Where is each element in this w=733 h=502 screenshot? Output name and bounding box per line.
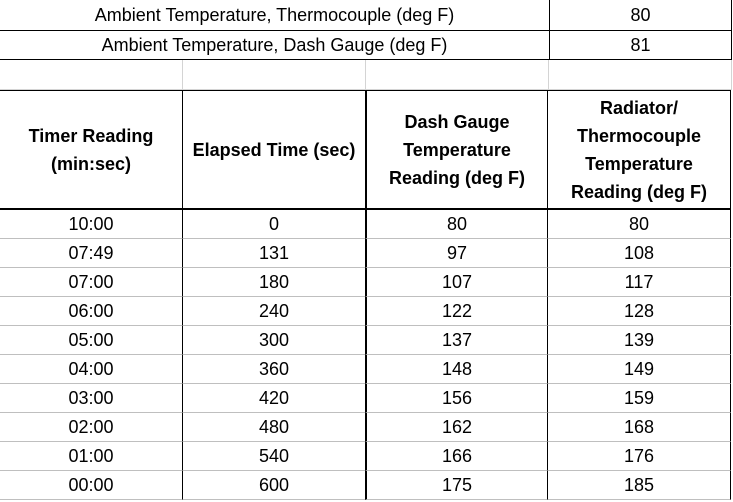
- header-timer-reading: Timer Reading (min:sec): [0, 90, 183, 210]
- ambient-row: [0, 31, 732, 60]
- table-row: [0, 326, 731, 355]
- empty-cell: [0, 60, 183, 90]
- dash-gauge-temp-cell: 166: [365, 442, 548, 471]
- elapsed-time-cell: 540: [183, 442, 366, 471]
- timer-reading-cell: 01:00: [0, 442, 183, 471]
- header-radiator-thermocouple-temp: Radiator/ Thermocouple Temperature Reading (deg F): [548, 90, 731, 210]
- empty-cell: [183, 60, 366, 90]
- radiator-temp-cell: 128: [548, 297, 731, 326]
- table-row: [0, 471, 731, 500]
- elapsed-time-cell: 300: [183, 326, 366, 355]
- dash-gauge-temp-cell: 175: [365, 471, 548, 500]
- spacer-row: [0, 60, 732, 90]
- timer-reading-cell: 04:00: [0, 355, 183, 384]
- table-row: [0, 239, 731, 268]
- radiator-temp-cell: 159: [548, 384, 731, 413]
- empty-cell: [549, 60, 732, 90]
- timer-reading-cell: 07:00: [0, 268, 183, 297]
- empty-cell: [366, 60, 549, 90]
- dash-gauge-temp-cell: 97: [365, 239, 548, 268]
- table-header-row: [0, 90, 731, 210]
- table-row: [0, 355, 731, 384]
- elapsed-time-cell: 480: [183, 413, 366, 442]
- radiator-temp-cell: 117: [548, 268, 731, 297]
- ambient-thermocouple-value: 80: [550, 0, 732, 31]
- radiator-temp-cell: 139: [548, 326, 731, 355]
- ambient-dash-gauge-label: Ambient Temperature, Dash Gauge (deg F): [0, 31, 550, 60]
- ambient-thermocouple-label: Ambient Temperature, Thermocouple (deg F): [0, 0, 550, 31]
- dash-gauge-temp-cell: 156: [365, 384, 548, 413]
- table-row: [0, 210, 731, 239]
- timer-reading-cell: 10:00: [0, 210, 183, 239]
- table-row: [0, 268, 731, 297]
- radiator-temp-cell: 176: [548, 442, 731, 471]
- timer-reading-cell: 05:00: [0, 326, 183, 355]
- radiator-temp-cell: 108: [548, 239, 731, 268]
- elapsed-time-cell: 0: [183, 210, 366, 239]
- radiator-temp-cell: 149: [548, 355, 731, 384]
- timer-reading-cell: 03:00: [0, 384, 183, 413]
- table-row: [0, 384, 731, 413]
- timer-reading-cell: 07:49: [0, 239, 183, 268]
- elapsed-time-cell: 131: [183, 239, 366, 268]
- table-row: [0, 413, 731, 442]
- radiator-temp-cell: 168: [548, 413, 731, 442]
- dash-gauge-temp-cell: 137: [365, 326, 548, 355]
- radiator-temp-cell: 80: [548, 210, 731, 239]
- ambient-dash-gauge-value: 81: [550, 31, 732, 60]
- elapsed-time-cell: 180: [183, 268, 366, 297]
- timer-reading-cell: 00:00: [0, 471, 183, 500]
- dash-gauge-temp-cell: 107: [365, 268, 548, 297]
- timer-reading-cell: 02:00: [0, 413, 183, 442]
- elapsed-time-cell: 240: [183, 297, 366, 326]
- dash-gauge-temp-cell: 162: [365, 413, 548, 442]
- dash-gauge-temp-cell: 122: [365, 297, 548, 326]
- ambient-row: [0, 0, 732, 31]
- dash-gauge-temp-cell: 148: [365, 355, 548, 384]
- dash-gauge-temp-cell: 80: [365, 210, 548, 239]
- elapsed-time-cell: 600: [183, 471, 366, 500]
- elapsed-time-cell: 360: [183, 355, 366, 384]
- timer-reading-cell: 06:00: [0, 297, 183, 326]
- table-row: [0, 442, 731, 471]
- elapsed-time-cell: 420: [183, 384, 366, 413]
- header-dash-gauge-temp: Dash Gauge Temperature Reading (deg F): [365, 90, 548, 210]
- header-elapsed-time: Elapsed Time (sec): [183, 90, 366, 210]
- radiator-temp-cell: 185: [548, 471, 731, 500]
- table-row: [0, 297, 731, 326]
